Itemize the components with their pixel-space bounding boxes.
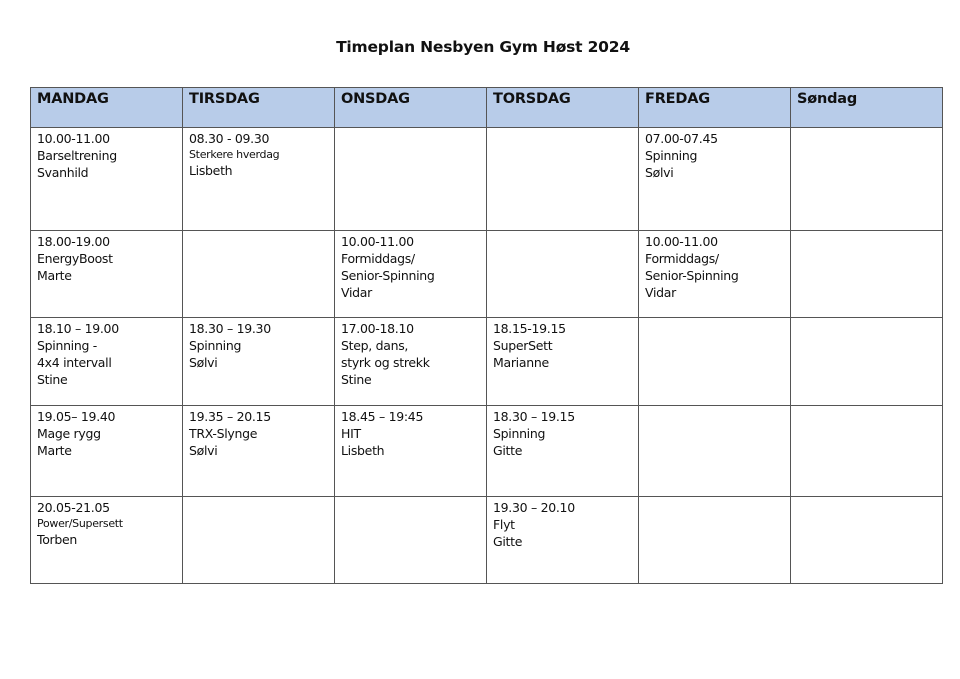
schedule-cell-empty [639, 497, 791, 584]
class-instructor: Lisbeth [341, 443, 385, 458]
class-name-line2: styrk og strekk [341, 355, 430, 370]
schedule-cell [183, 406, 335, 497]
class-instructor: Svanhild [37, 165, 89, 180]
schedule-cell [31, 497, 183, 584]
page-title: Timeplan Nesbyen Gym Høst 2024 [336, 38, 630, 56]
table-row [31, 318, 943, 406]
class-time: 17.00-18.10 [341, 321, 414, 336]
class-time: 08.30 - 09.30 [189, 131, 270, 146]
class-time: 18.30 – 19.15 [493, 409, 575, 424]
class-instructor: Marte [37, 443, 72, 458]
class-name-line2: 4x4 intervall [37, 355, 112, 370]
schedule-cell [335, 406, 487, 497]
schedule-cell-empty [183, 497, 335, 584]
class-time: 18.15-19.15 [493, 321, 566, 336]
day-header-tuesday: TIRSDAG [183, 88, 335, 128]
class-name: SuperSett [493, 338, 553, 353]
schedule-cell-empty [791, 406, 943, 497]
schedule-cell [487, 318, 639, 406]
table-row [31, 497, 943, 584]
schedule-cell [487, 406, 639, 497]
schedule-cell-empty [791, 128, 943, 231]
class-name: HIT [341, 426, 361, 441]
schedule-cell [31, 406, 183, 497]
class-name: Sterkere hverdag [189, 148, 280, 161]
schedule-cell-empty [639, 406, 791, 497]
class-name: Spinning - [37, 338, 98, 353]
class-time: 18.30 – 19.30 [189, 321, 271, 336]
class-instructor: Marte [37, 268, 72, 283]
class-instructor: Stine [341, 372, 372, 387]
schedule-cell [335, 318, 487, 406]
class-instructor: Gitte [493, 443, 523, 458]
schedule-cell [639, 128, 791, 231]
table-row [31, 231, 943, 318]
class-instructor: Marianne [493, 355, 549, 370]
header-row [31, 88, 943, 128]
class-name: Mage rygg [37, 426, 101, 441]
schedule-cell-empty [639, 318, 791, 406]
schedule-cell-empty [791, 318, 943, 406]
schedule-cell [639, 231, 791, 318]
schedule-cell-empty [791, 231, 943, 318]
day-header-monday: MANDAG [31, 88, 183, 128]
schedule-cell-empty [335, 497, 487, 584]
class-name: EnergyBoost [37, 251, 113, 266]
schedule-cell [183, 318, 335, 406]
schedule-cell-empty [335, 128, 487, 231]
class-instructor: Gitte [493, 534, 523, 549]
class-name: Spinning [493, 426, 546, 441]
class-time: 18.00-19.00 [37, 234, 110, 249]
class-name: Flyt [493, 517, 515, 532]
class-instructor: Lisbeth [189, 163, 233, 178]
schedule-cell [31, 318, 183, 406]
schedule-cell [335, 231, 487, 318]
class-time: 10.00-11.00 [37, 131, 110, 146]
schedule-cell [31, 128, 183, 231]
schedule-cell [487, 497, 639, 584]
class-name: Barseltrening [37, 148, 117, 163]
class-time: 18.45 – 19:45 [341, 409, 424, 424]
class-instructor: Stine [37, 372, 68, 387]
day-header-wednesday: ONSDAG [335, 88, 487, 128]
class-name: Formiddags/ [645, 251, 719, 266]
class-time: 18.10 – 19.00 [37, 321, 119, 336]
table-row [31, 128, 943, 231]
schedule-cell-empty [487, 128, 639, 231]
class-time: 19.35 – 20.15 [189, 409, 271, 424]
class-time: 10.00-11.00 [341, 234, 414, 249]
schedule-cell [183, 128, 335, 231]
class-name: Formiddags/ [341, 251, 415, 266]
day-header-friday: FREDAG [639, 88, 791, 128]
day-header-sunday: Søndag [791, 88, 943, 128]
schedule-table [30, 87, 943, 584]
class-name-line2: Senior-Spinning [645, 268, 739, 283]
class-time: 10.00-11.00 [645, 234, 718, 249]
class-name: TRX-Slynge [189, 426, 258, 441]
class-instructor: Torben [37, 532, 78, 547]
schedule-cell [31, 231, 183, 318]
class-instructor: Vidar [341, 285, 372, 300]
schedule-cell-empty [183, 231, 335, 318]
class-instructor: Vidar [645, 285, 676, 300]
class-instructor: Sølvi [645, 165, 674, 180]
class-instructor: Sølvi [189, 443, 218, 458]
class-instructor: Sølvi [189, 355, 218, 370]
class-name: Spinning [189, 338, 242, 353]
class-name: Step, dans, [341, 338, 409, 353]
table-row [31, 406, 943, 497]
schedule-cell-empty [487, 231, 639, 318]
class-time: 07.00-07.45 [645, 131, 718, 146]
class-time: 19.05– 19.40 [37, 409, 116, 424]
class-time: 20.05-21.05 [37, 500, 110, 515]
schedule-cell-empty [791, 497, 943, 584]
class-name: Power/Supersett [37, 517, 123, 530]
class-time: 19.30 – 20.10 [493, 500, 575, 515]
day-header-thursday: TORSDAG [487, 88, 639, 128]
class-name: Spinning [645, 148, 698, 163]
class-name-line2: Senior-Spinning [341, 268, 435, 283]
